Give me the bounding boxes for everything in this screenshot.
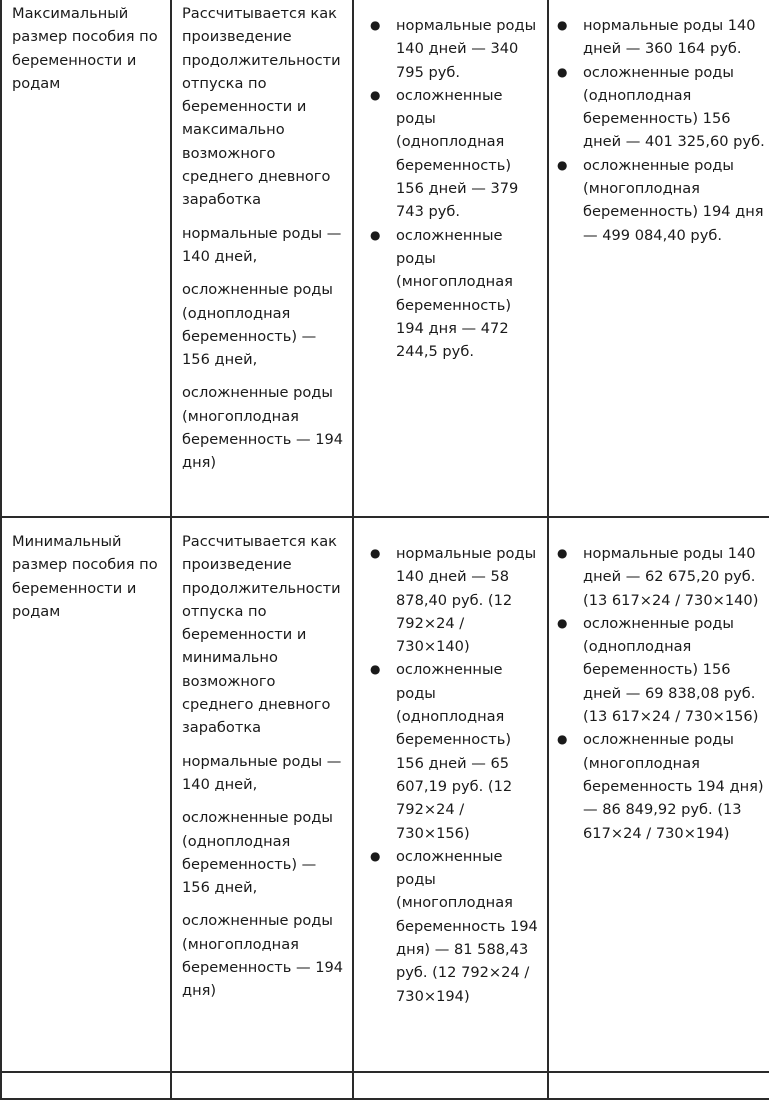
empty-cell bbox=[548, 1072, 769, 1099]
amounts-cell-col3 bbox=[353, 517, 548, 1072]
amounts-list bbox=[370, 14, 541, 363]
amounts-list bbox=[370, 542, 541, 1008]
row-label-cell bbox=[1, 0, 171, 517]
empty-cell bbox=[353, 1072, 548, 1099]
list-item: ● осложненные роды (многоплодная беременность) 194 дня — 499 084,40 руб. bbox=[557, 154, 769, 247]
list-item: ● осложненные роды (многоплодная беременность 194 дня) — 86 849,92 руб. (13 617×24 / 730×194) bbox=[557, 728, 769, 844]
list-item: ● нормальные роды 140 дней — 62 675,20 руб. (13 617×24 / 730×140) bbox=[557, 542, 769, 612]
calc-cell bbox=[171, 517, 353, 1072]
calc-complicated-single: осложненные роды (одноплодная беременность) — 156 дней, bbox=[182, 809, 333, 897]
row-label-cell bbox=[1, 517, 171, 1072]
amounts-list bbox=[557, 14, 769, 247]
calc-complicated-multiple: осложненные роды (многоплодная беременность — 194 дня) bbox=[182, 384, 344, 472]
calc-normal: нормальные роды — 140 дней, bbox=[182, 224, 342, 265]
amounts-list bbox=[557, 542, 769, 845]
list-item: ● нормальные роды 140 дней — 360 164 руб. bbox=[557, 14, 769, 61]
list-item: ● осложненные роды (одноплодная беременность) 156 дней — 379 743 руб. bbox=[370, 84, 541, 224]
calc-complicated-single: осложненные роды (одноплодная беременность) — 156 дней, bbox=[182, 281, 333, 369]
calc-description: Рассчитывается как произведение продолжительности отпуска по беременности и максимально возможного среднего дневного заработка bbox=[182, 5, 341, 209]
calc-complicated-multiple: осложненные роды (многоплодная беременность — 194 дня) bbox=[182, 912, 344, 1000]
calc-description: Рассчитывается как произведение продолжительности отпуска по беременности и минимально возможного среднего дневного заработка bbox=[182, 533, 341, 737]
table-row-empty bbox=[1, 1072, 769, 1099]
table-row-min bbox=[1, 517, 769, 1072]
list-item: ● осложненные роды (многоплодная беременность 194 дня) — 81 588,43 руб. (12 792×24 / 730×194) bbox=[370, 845, 541, 1008]
amounts-cell-col4 bbox=[548, 517, 769, 1072]
list-item: ● осложненные роды (одноплодная беременность) 156 дней — 69 838,08 руб. (13 617×24 / 730×156) bbox=[557, 612, 769, 728]
row-label: Минимальный размер пособия по беременности и родам bbox=[12, 533, 158, 620]
table-row-max bbox=[1, 0, 769, 517]
list-item: ● нормальные роды 140 дней — 58 878,40 руб. (12 792×24 / 730×140) bbox=[370, 542, 541, 658]
list-item: ● осложненные роды (одноплодная беременность) 156 дней — 65 607,19 руб. (12 792×24 / 730×156) bbox=[370, 658, 541, 844]
empty-cell bbox=[171, 1072, 353, 1099]
calc-normal: нормальные роды — 140 дней, bbox=[182, 752, 342, 793]
amounts-cell-col3 bbox=[353, 0, 548, 517]
calc-cell bbox=[171, 0, 353, 517]
amounts-cell-col4 bbox=[548, 0, 769, 517]
list-item: ● осложненные роды (многоплодная беременность) 194 дня — 472 244,5 руб. bbox=[370, 224, 541, 364]
empty-cell bbox=[1, 1072, 171, 1099]
row-label: Максимальный размер пособия по беременности и родам bbox=[12, 5, 158, 92]
list-item: ● осложненные роды (одноплодная беременность) 156 дней — 401 325,60 руб. bbox=[557, 61, 769, 154]
list-item: ● нормальные роды 140 дней — 340 795 руб. bbox=[370, 14, 541, 84]
